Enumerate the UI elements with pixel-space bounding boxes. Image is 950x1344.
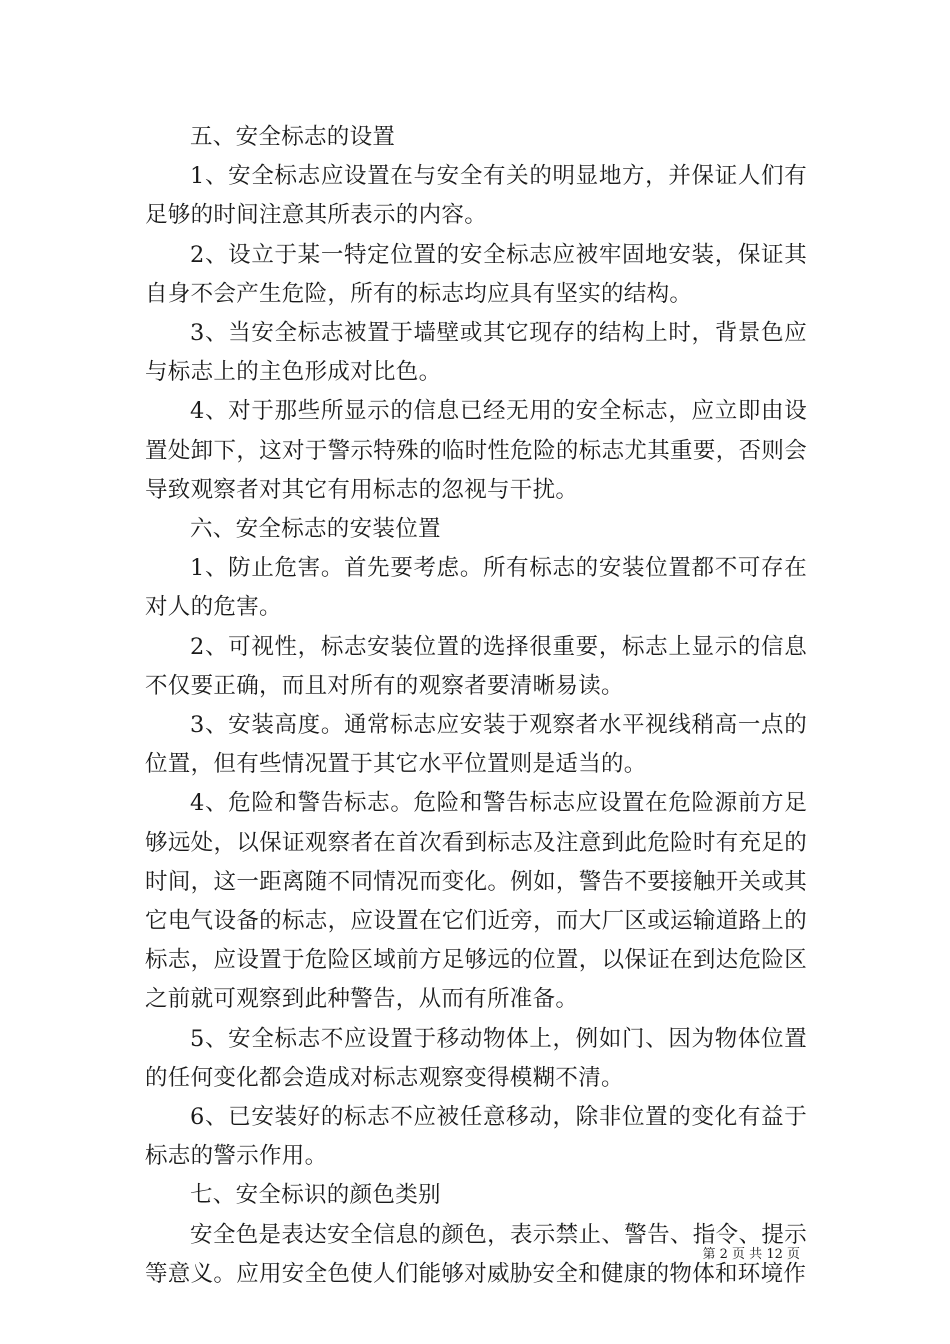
section-heading-7: 七、安全标识的颜色类别 — [190, 1182, 441, 1209]
paragraph: 1、安全标志应设置在与安全有关的明显地方，并保证人们有足够的时间注意其所表示的内容。 — [145, 163, 807, 229]
paragraph: 2、可视性，标志安装位置的选择很重要，标志上显示的信息不仅要正确，而且对所有的观察者要清晰易读。 — [145, 633, 807, 699]
document-body — [145, 118, 807, 1294]
paragraph: 3、当安全标志被置于墙壁或其它现存的结构上时，背景色应与标志上的主色形成对比色。 — [145, 320, 807, 386]
paragraph: 1、防止危害。首先要考虑。所有标志的安装位置都不可存在对人的危害。 — [145, 555, 807, 621]
paragraph: 3、安装高度。通常标志应安装于观察者水平视线稍高一点的位置，但有些情况置于其它水平位置则是适当的。 — [145, 712, 807, 778]
section-heading-5: 五、安全标志的设置 — [190, 124, 396, 150]
page-number: 第 2 页 共 12 页 — [702, 1247, 800, 1262]
paragraph: 5、安全标志不应设置于移动物体上，例如门、因为物体位置的任何变化都会造成对标志观察变得模糊不清。 — [145, 1025, 807, 1091]
paragraph: 4、危险和警告标志。危险和警告标志应设置在危险源前方足够远处，以保证观察者在首次看到标志及注意到此危险时有充足的时间，这一距离随不同情况而变化。例如，警告不要接触开关或其它电气设备的标志，应设置在它们近旁，而大厂区或运输道路上的标志，应设置于危险区域前方足够远的位置，以保证在到达危险区之前就可观察到此种警告，从而有所准备。 — [145, 790, 807, 1013]
paragraph: 2、设立于某一特定位置的安全标志应被牢固地安装，保证其自身不会产生危险，所有的标志均应具有坚实的结构。 — [145, 241, 807, 307]
paragraph: 安全色是表达安全信息的颜色，表示禁止、警告、指令、提示等意义。应用安全色使人们能够对威胁安全和健康的物体和环境作 — [145, 1221, 807, 1287]
paragraph: 4、对于那些所显示的信息已经无用的安全标志，应立即由设置处卸下，这对于警示特殊的临时性危险的标志尤其重要，否则会导致观察者对其它有用标志的忽视与干扰。 — [145, 398, 807, 503]
section-heading-6: 六、安全标志的安装位置 — [190, 516, 441, 543]
paragraph: 6、已安装好的标志不应被任意移动，除非位置的变化有益于标志的警示作用。 — [145, 1104, 807, 1170]
